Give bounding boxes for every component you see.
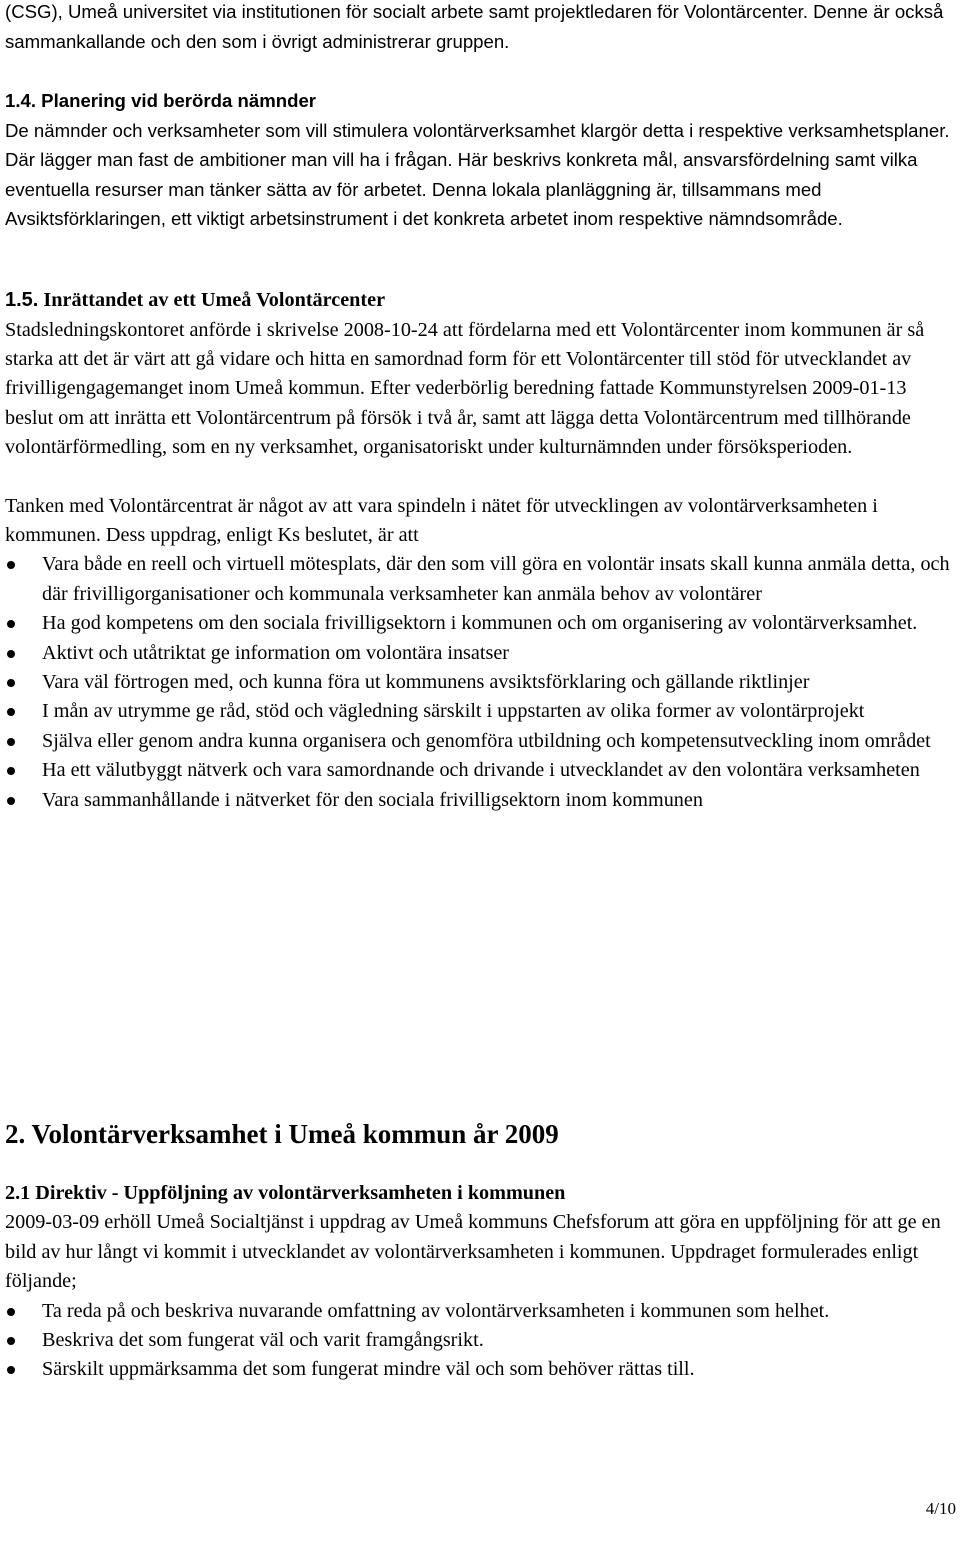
- section-1-4-heading: 1.4. Planering vid berörda nämnder: [5, 90, 317, 111]
- section-1-5-heading: [5, 286, 957, 316]
- section-2-heading: 2. Volontärverksamhet i Umeå kommun år 2009: [5, 1119, 559, 1149]
- section-1-5-paragraph-2: Tanken med Volontärcentrat är något av att vara spindeln i nätet för utvecklingen av volontärverksamheten i kommunen. Dess uppdrag, enligt Ks beslutet, är att: [5, 494, 878, 546]
- list-item: Beskriva det som fungerat väl och varit framgångsrikt.: [5, 1326, 957, 1355]
- intro-paragraph: [5, 0, 957, 56]
- section-2: [5, 1117, 957, 1151]
- section-2-1-heading: 2.1 Direktiv - Uppföljning av volontärverksamheten i kommunen: [5, 1182, 566, 1204]
- section-2-1-bullet-list: [5, 1297, 957, 1385]
- section-1-5-heading-number: 1.5.: [5, 289, 39, 311]
- section-1-4-body: De nämnder och verksamheter som vill stimulera volontärverksamhet klargör detta i respektive verksamhetsplaner. Där lägger man fast de ambitioner man vill ha i frågan. Här beskrivs konkreta mål, ansvarsfördelning samt vilka eventuella resurser man tänker sätta av för arbetet. Denna lokala planläggning är, tillsammans med Avsiktsförklaringen, ett viktigt arbetsinstrument i det konkreta arbetet inom respektive nämndsområde.: [5, 119, 950, 229]
- list-item: Vara både en reell och virtuell mötesplats, där den som vill göra en volontär insats skall kunna anmäla detta, och där frivilligorganisationer och kommunala verksamheter kan anmäla behov av volontärer: [5, 550, 957, 609]
- list-item: Vara väl förtrogen med, och kunna föra ut kommunens avsiktsförklaring och gällande riktlinjer: [5, 668, 957, 697]
- list-item: Vara sammanhållande i nätverket för den sociala frivilligsektorn inom kommunen: [5, 786, 957, 815]
- section-1-5-paragraph-1: Stadsledningskontoret anförde i skrivelse 2008-10-24 att fördelarna med ett Volontärcenter inom kommunen är så starka att det är värt att gå vidare och hitta en samordnad form för ett Volontärcenter till stöd för utvecklandet av frivilligengagemanget inom Umeå kommun. Efter vederbörlig beredning fattade Kommunstyrelsen 2009-01-13 beslut om att inrätta ett Volontärcentrum på försök i två år, samt att lägga detta Volontärcentrum med tillhörande volontärförmedling, som en ny verksamhet, organisatoriskt under kulturnämnden under försöksperioden.: [5, 318, 925, 459]
- list-item: I mån av utrymme ge råd, stöd och vägledning särskilt i uppstarten av olika former av volontärprojekt: [5, 697, 957, 726]
- section-2-1-body: 2009-03-09 erhöll Umeå Socialtjänst i uppdrag av Umeå kommuns Chefsforum att göra en uppföljning för att ge en bild av hur långt vi kommit i utvecklandet av volontärverksamheten i kommunen. Uppdraget formulerades enligt följande;: [5, 1211, 941, 1293]
- section-1-4: [5, 86, 957, 234]
- list-item: Särskilt uppmärksamma det som fungerat mindre väl och som behöver rättas till.: [5, 1355, 957, 1384]
- section-1-5-bullet-list: [5, 550, 957, 815]
- page-number: 4/10: [925, 1499, 956, 1518]
- section-2-1: [5, 1179, 957, 1385]
- list-item: Ta reda på och beskriva nuvarande omfattning av volontärverksamheten i kommunen som helhet.: [5, 1297, 957, 1326]
- intro-text: (CSG), Umeå universitet via institutionen för socialt arbete samt projektledaren för Volontärcenter. Denne är också sammankallande och den som i övrigt administrerar gruppen.: [5, 1, 944, 52]
- list-item: Själva eller genom andra kunna organisera och genomföra utbildning och kompetensutveckling inom området: [5, 727, 957, 756]
- list-item: Ha ett välutbyggt nätverk och vara samordnande och drivande i utvecklandet av den volontära verksamheten: [5, 756, 957, 785]
- section-1-5: [5, 286, 957, 815]
- list-item: Ha god kompetens om den sociala frivilligsektorn i kommunen och om organisering av volontärverksamhet.: [5, 609, 957, 638]
- section-1-5-heading-title: Inrättandet av ett Umeå Volontärcenter: [43, 289, 386, 311]
- list-item: Aktivt och utåtriktat ge information om volontära insatser: [5, 639, 957, 668]
